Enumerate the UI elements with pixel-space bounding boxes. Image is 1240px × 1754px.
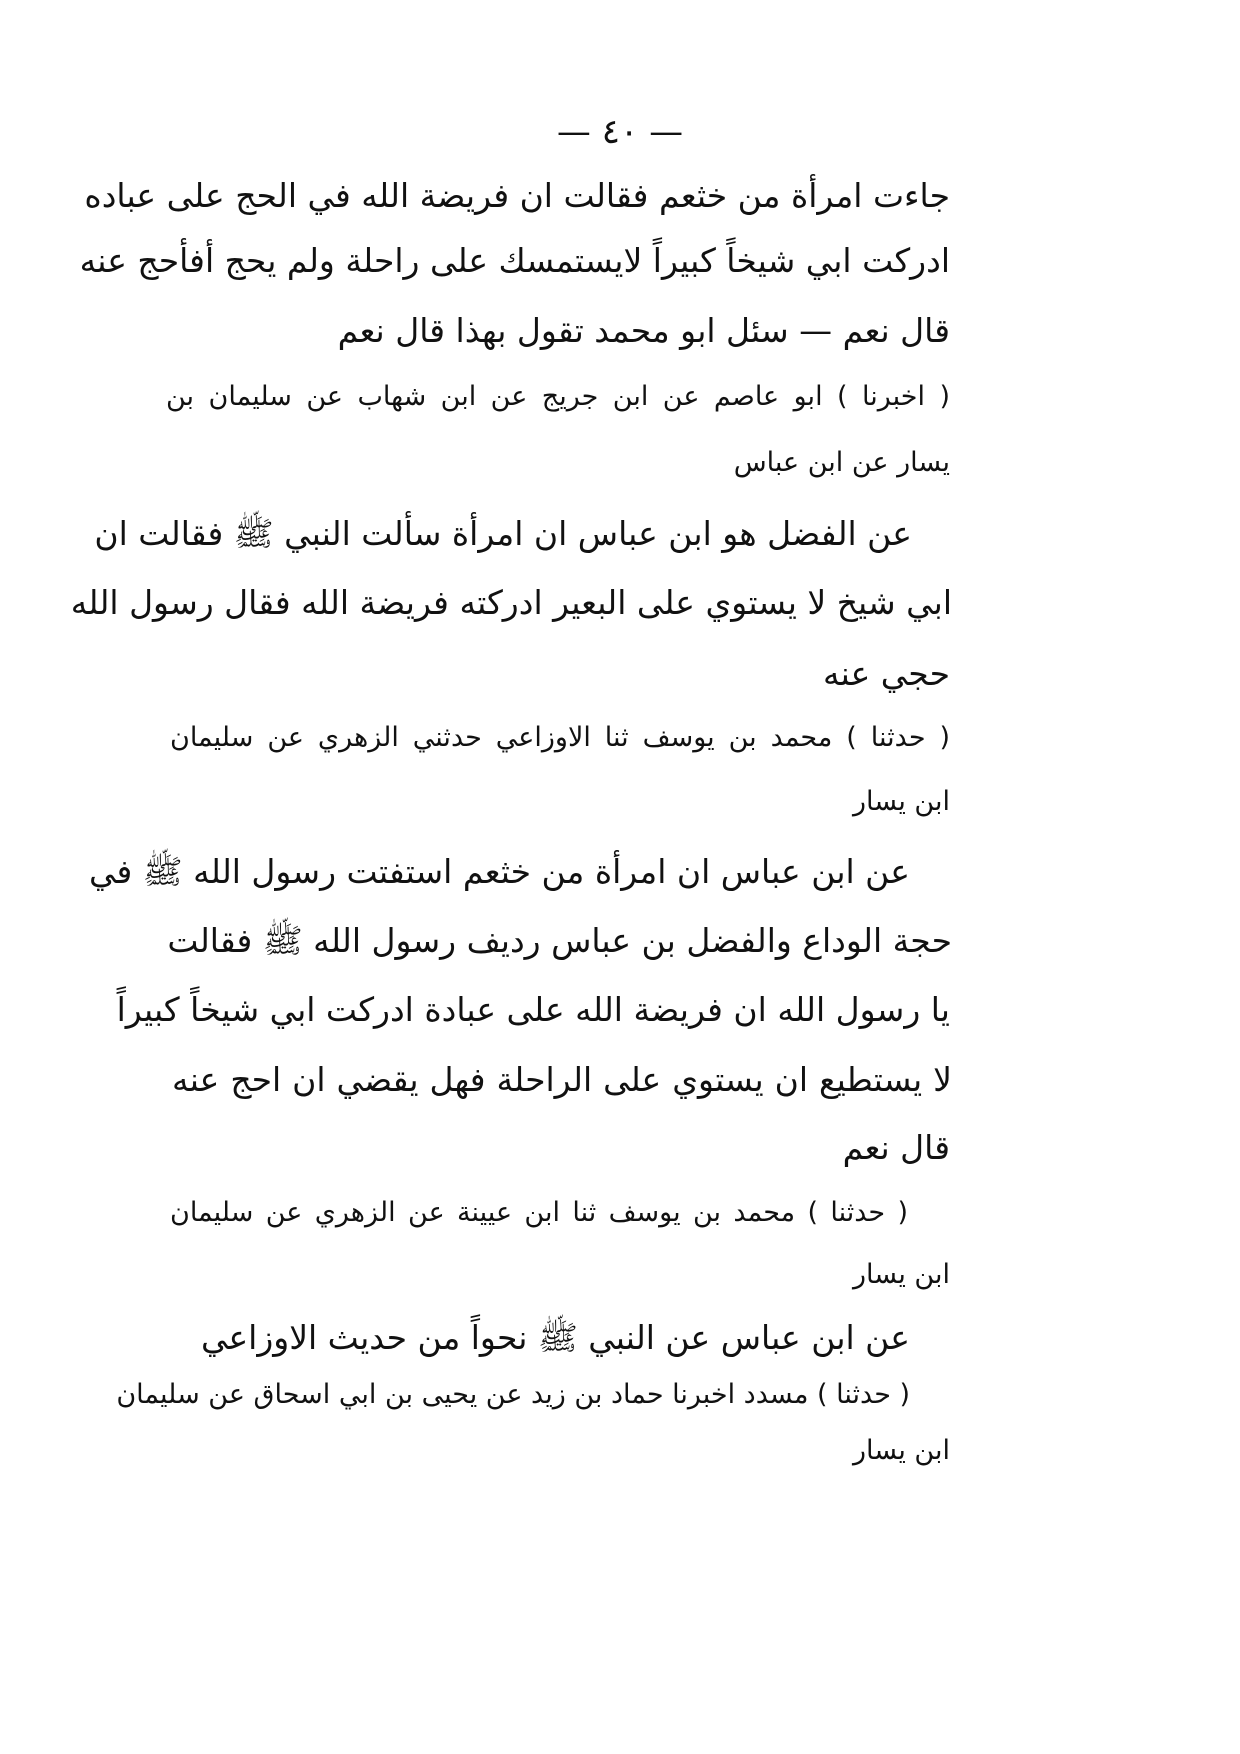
chain-line-7: ( حدثنا ) مسدد اخبرنا حماد بن زيد عن يحيى بن ابي اسحاق عن سليمان <box>116 1379 910 1410</box>
chain-line-8: ابن يسار <box>852 1435 950 1466</box>
chain-line-2: يسار عن ابن عباس <box>733 447 950 478</box>
text-line-1: جاءت امرأة من خثعم فقالت ان فريضة الله في الحج على عباده <box>84 176 950 215</box>
text-line-5: ابي شيخ لا يستوي على البعير ادركته فريضة الله فقال رسول الله <box>70 583 952 622</box>
text-line-7: عن ابن عباس ان امرأة من خثعم استفتت رسول الله ﷺ في <box>88 852 910 891</box>
page-number: — ٤٠ — <box>556 112 684 152</box>
chain-line-4: ابن يسار <box>852 786 950 817</box>
text-line-4: عن الفضل هو ابن عباس ان امرأة سألت النبي ﷺ فقالت ان <box>94 514 912 553</box>
chain-line-1: ( اخبرنا ) ابو عاصم عن ابن جريج عن ابن شهاب عن سليمان بن <box>166 381 950 412</box>
text-line-8: حجة الوداع والفضل بن عباس رديف رسول الله ﷺ فقالت <box>167 921 952 960</box>
chain-line-5: ( حدثنا ) محمد بن يوسف ثنا ابن عيينة عن الزهري عن سليمان <box>170 1197 908 1228</box>
text-line-6: حجي عنه <box>822 654 950 693</box>
text-line-9: يا رسول الله ان فريضة الله على عبادة ادركت ابي شيخاً كبيراً <box>116 990 950 1029</box>
text-line-12: عن ابن عباس عن النبي ﷺ نحواً من حديث الاوزاعي <box>200 1318 910 1357</box>
chain-line-3: ( حدثنا ) محمد بن يوسف ثنا الاوزاعي حدثني الزهري عن سليمان <box>170 722 950 753</box>
text-line-2: ادركت ابي شيخاً كبيراً لايستمسك على راحلة ولم يحج أفأحج عنه <box>79 241 950 280</box>
text-line-3: قال نعم — سئل ابو محمد تقول بهذا قال نعم <box>337 311 950 350</box>
text-line-10: لا يستطيع ان يستوي على الراحلة فهل يقضي ان احج عنه <box>172 1060 952 1099</box>
text-line-11: قال نعم <box>842 1128 950 1167</box>
chain-line-6: ابن يسار <box>852 1259 950 1290</box>
